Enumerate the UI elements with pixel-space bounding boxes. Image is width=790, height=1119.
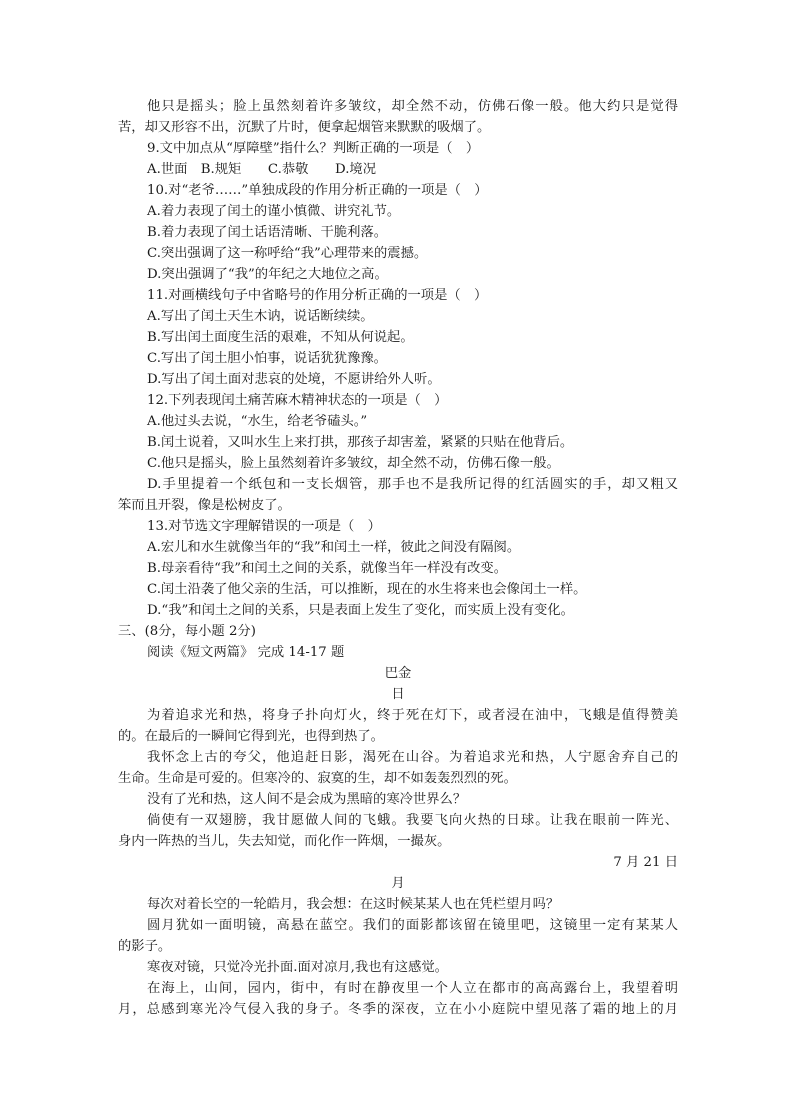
option-d: D.突出强调了“我”的年纪之大地位之高。	[147, 267, 388, 282]
question-9-options: A.世面 B.规矩 C.恭敬 D.境况	[147, 162, 377, 177]
option-d: D.手里提着一个纸包和一支长烟管，那手也不是我所记得的红活圆实的手，却又粗又	[147, 477, 678, 492]
question-9: 9.文中加点从“厚障壁”指什么？判断正确的一项是（ ）	[147, 141, 480, 156]
essay-line: 倘使有一双翅膀，我甘愿做人间的飞蛾。我要飞向火热的日球。让我在眼前一阵光、	[147, 813, 678, 828]
author: 巴金	[384, 666, 412, 681]
option-b: B.写出闰土面度生活的艰难，不知从何说起。	[147, 330, 414, 345]
essay-line: 身内一阵热的当儿，失去知觉，而化作一阵烟，一撮灰。	[118, 834, 451, 849]
option-d-continued: 笨而且开裂，像是松树皮了。	[118, 498, 291, 513]
passage-line: 苦，却又形容不出，沉默了片时，便拿起烟管来默默的吸烟了。	[118, 120, 491, 135]
option-b: B.闰土说着，又叫水生上来打拱，那孩子却害羞，紧紧的只贴在他背后。	[147, 435, 574, 450]
question-13: 13.对节选文字理解错误的一项是（ ）	[147, 519, 381, 534]
essay-line: 每次对着长空的一轮皓月，我会想：在这时候某某人也在凭栏望月吗？	[147, 897, 560, 912]
essay-line: 我怀念上古的夸父，他追赶日影，渴死在山谷。为着追求光和热，人宁愿舍弃自己的	[147, 750, 678, 765]
essay-line: 生命。生命是可爱的。但寒冷的、寂寞的生，却不如轰轰烈烈的死。	[118, 771, 517, 786]
essay-title-sun: 日	[391, 687, 405, 702]
question-10: 10.对“老爷……”单独成段的作用分析正确的一项是（ ）	[147, 183, 488, 198]
option-c: C.闰土沿袭了他父亲的生活，可以推断，现在的水生将来也会像闰土一样。	[147, 582, 587, 597]
question-11: 11.对画横线句子中省略号的作用分析正确的一项是（ ）	[147, 288, 488, 303]
essay-line: 的。在最后的一瞬间它得到光，也得到热了。	[118, 729, 384, 744]
option-a: A.他过头去说，“水生，给老爷磕头。”	[147, 414, 368, 429]
essay-line: 月，总感到寒光冷气侵入我的身子。冬季的深夜，立在小小庭院中望见落了霜的地上的月	[118, 1002, 678, 1017]
reading-instruction: 阅读《短文两篇》 完成 14-17 题	[147, 645, 345, 660]
essay-title-moon: 月	[391, 876, 405, 891]
option-a: A.宏儿和水生就像当年的“我”和闰土一样，彼此之间没有隔阂。	[147, 540, 521, 555]
passage-line: 他只是摇头；脸上虽然刻着许多皱纹，却全然不动，仿佛石像一般。他大约只是觉得	[147, 99, 678, 114]
option-d: D.写出了闰土面对悲哀的处境，不愿讲给外人听。	[147, 372, 441, 387]
option-a: A.写出了闰土天生木讷，说话断续续。	[147, 309, 374, 324]
option-c: C.突出强调了这一称呼给“我”心理带来的震撼。	[147, 246, 428, 261]
essay-line: 寒夜对镜，只觉冷光扑面.面对凉月,我也有这感觉。	[147, 960, 448, 975]
essay-line: 的影子。	[118, 939, 172, 954]
option-d: D.“我”和闰土之间的关系，只是表面上发生了变化，而实质上没有变化。	[147, 603, 574, 618]
essay-line: 在海上，山间，园内，街中，有时在静夜里一个人立在都市的高高露台上，我望着明	[147, 981, 678, 996]
essay-line: 圆月犹如一面明镜，高悬在蓝空。我们的面影都该留在镜里吧，这镜里一定有某某人	[147, 918, 678, 933]
section-heading: 三、(8分，每小题 2分)	[118, 624, 256, 639]
option-b: B.着力表现了闰土话语清晰、干脆利落。	[147, 225, 388, 240]
option-c: C.写出了闰土胆小怕事，说话犹犹豫豫。	[147, 351, 387, 366]
question-12: 12.下列表现闰土痛苦麻木精神状态的一项是（ ）	[147, 393, 448, 408]
option-c: C.他只是摇头，脸上虽然刻着许多皱纹，却全然不动，仿佛石像一般。	[147, 456, 560, 471]
option-a: A.着力表现了闰土的谨小慎微、讲究礼节。	[147, 204, 401, 219]
essay-date: 7 月 21 日	[613, 855, 678, 870]
option-b: B.母亲看待“我”和闰土之间的关系，就像当年一样没有改变。	[147, 561, 508, 576]
essay-line: 为着追求光和热，将身子扑向灯火，终于死在灯下，或者浸在油中，飞蛾是值得赞美	[147, 708, 678, 723]
essay-line: 没有了光和热，这人间不是会成为黑暗的寒冷世界么？	[147, 792, 467, 807]
